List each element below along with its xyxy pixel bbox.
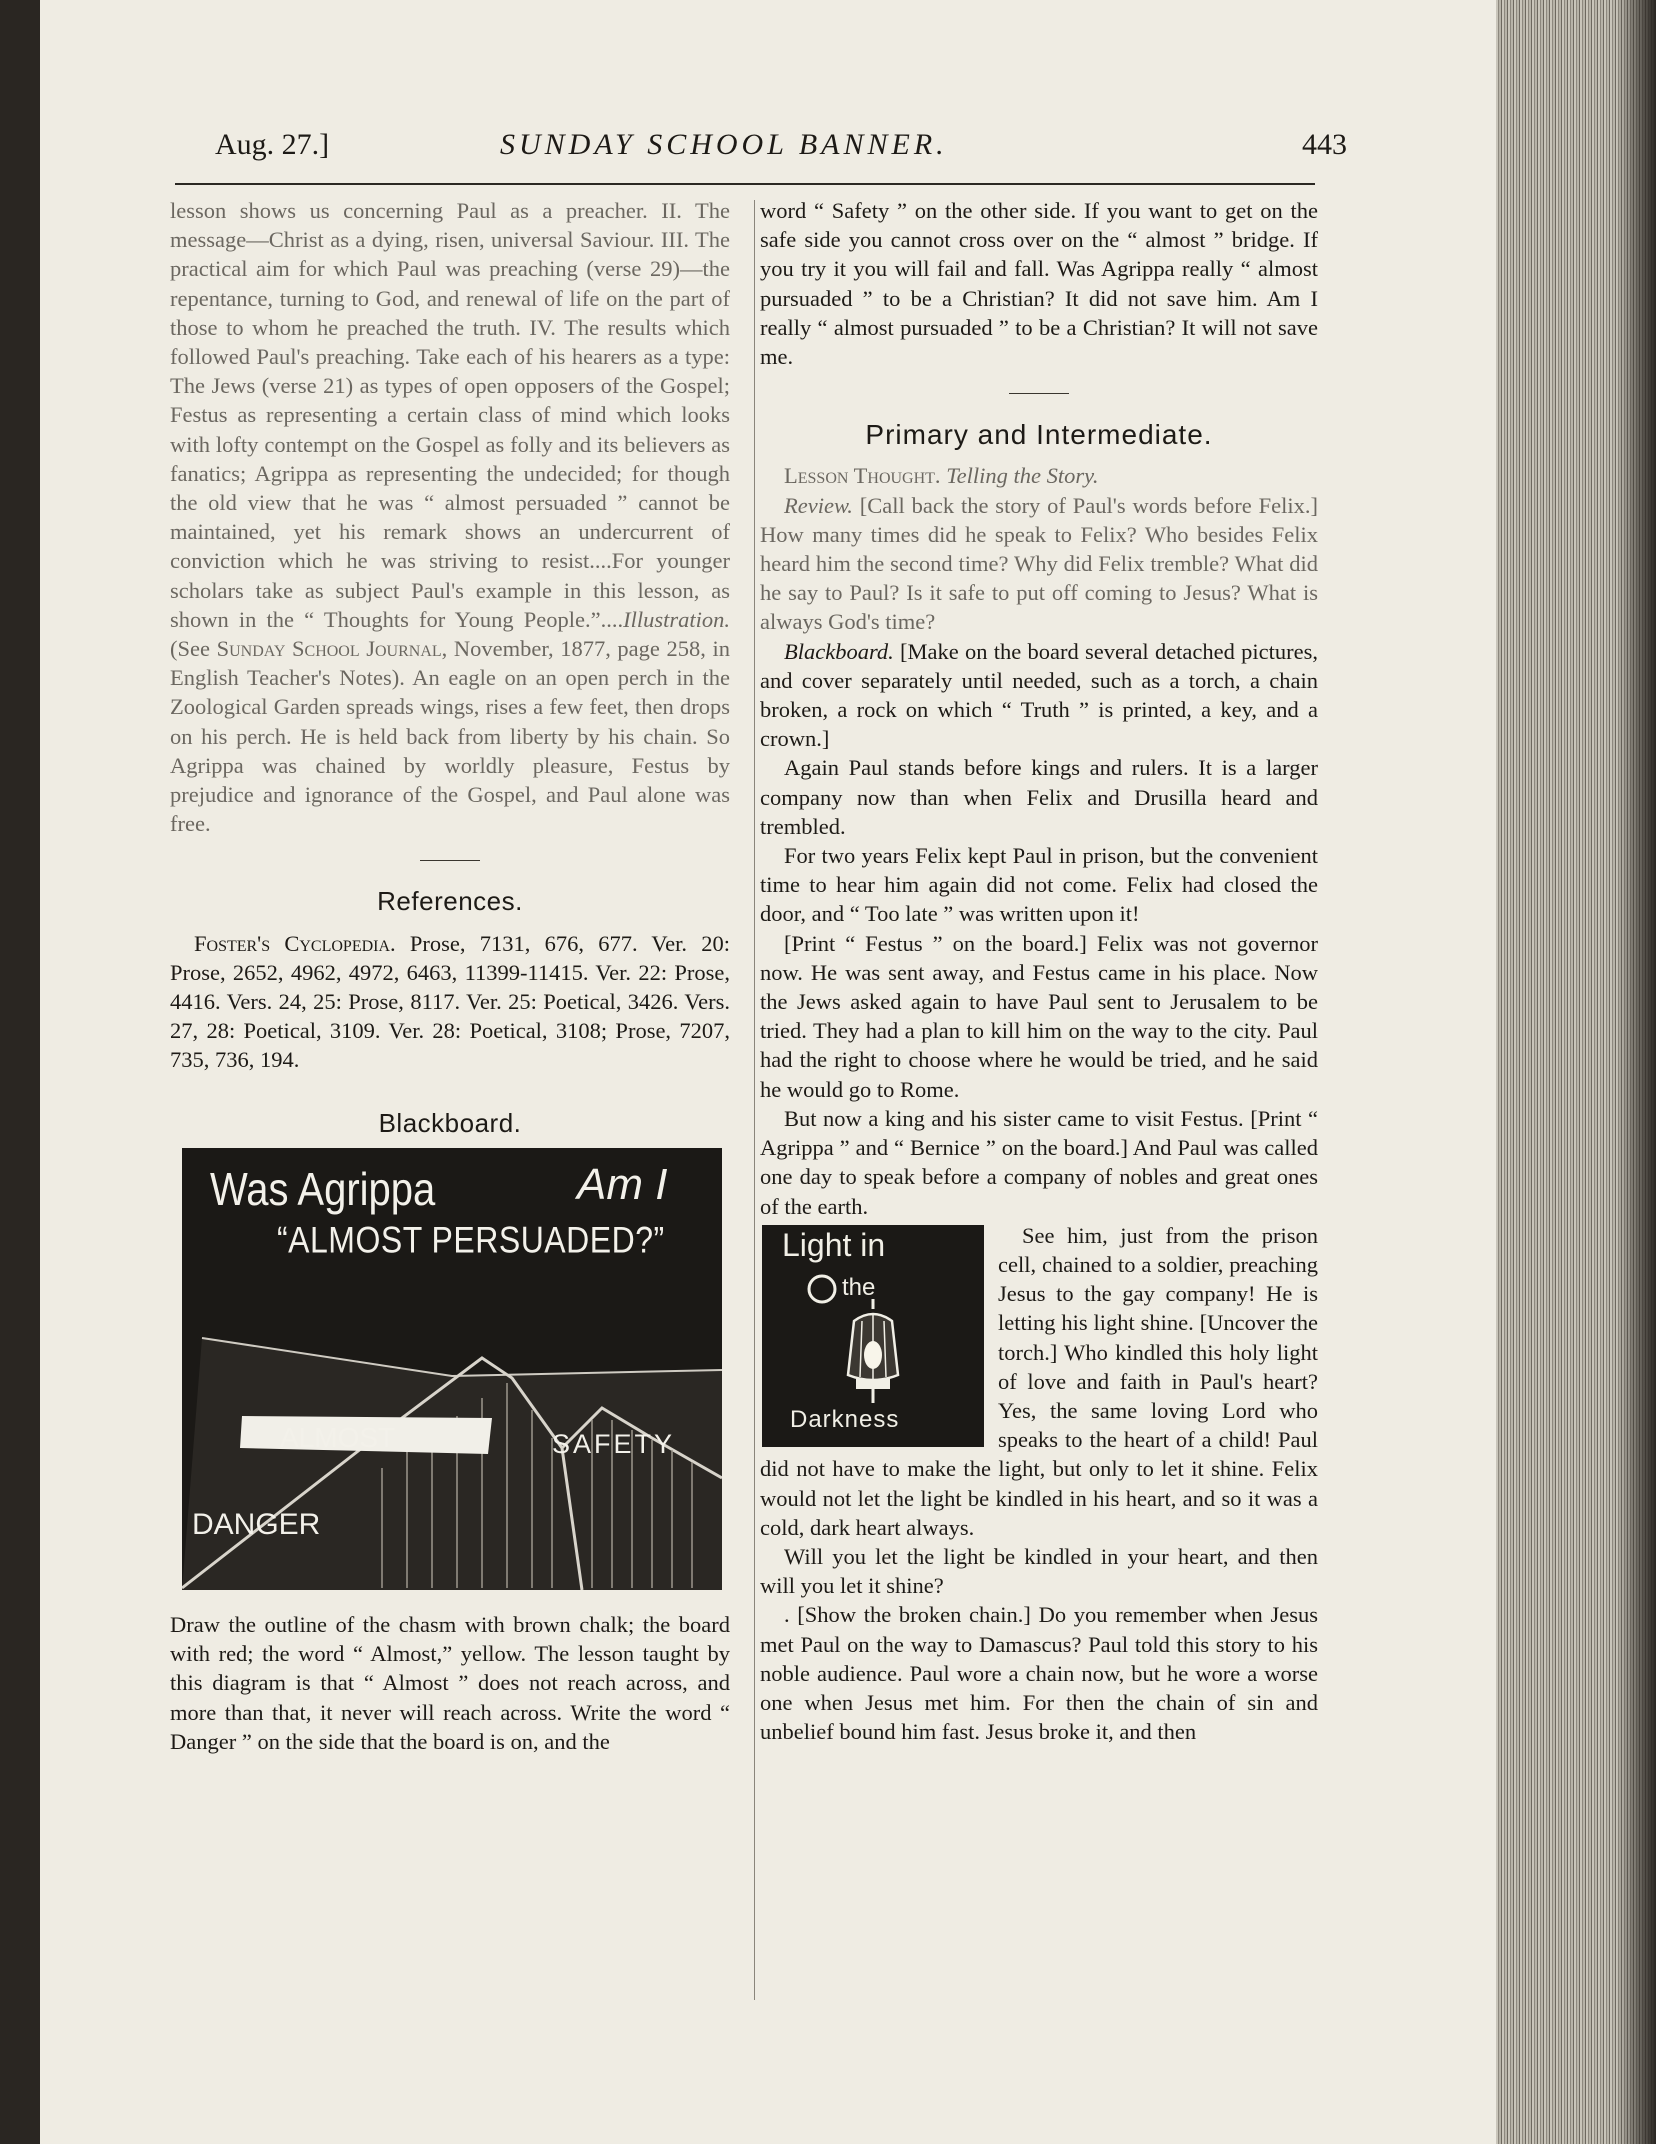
references-text: Prose, 7131, 676, 677. Ver. 20: Prose, 2652, 4962, 4972, 6463, 11399-11415. Ver. 22: Prose, 4416. Vers. 24, 25: Prose, 8117. Ver. 25: Poetical, 3426. Vers. 27, 28: Poetical, 3109. Ver. 28: Poetical, 3108; Prose, 7207, 735, 736, 194.: [170, 930, 730, 1073]
blackboard-heading: Blackboard.: [378, 1107, 522, 1138]
blackboard-text: [Make on the board several detached pictures, and cover separately until needed, such as a torch, a chain broken, a rock on which “ Truth ” is printed, a key, and a crown.]: [760, 638, 1318, 752]
board-line1b: Am I: [577, 1159, 668, 1209]
column-divider: [754, 200, 755, 2000]
paragraph-4: But now a king and his sister came to visit Festus. [Print “ Agrippa ” and “ Bernice ” on the board.] And Paul was called one day to speak before a company of nobles and great ones of the earth.: [760, 1105, 1318, 1219]
intro-text: lesson shows us concerning Paul as a preacher. II. The message—Christ as a dying, risen, universal Saviour. III. The practical aim for which Paul was preaching (verse 29)—the repentance, turning to God, and renewal of life on the part of those to whom he preached the truth. IV. The results which followed Paul's preaching. Take each of his hearers as a type: The Jews (verse 21) as types of open opposers of the Gospel; Festus as representing a certain class of mind which looks with lofty contempt on the Gospel as folly and its believers as fanatics; Agrippa as representing the undecided; for though the old view that he was “ almost persuaded ” cannot be maintained, yet his remark shows an undercurrent of conviction which he was striving to resist....For younger scholars take as subject Paul's example in this lesson, as shown in the “ Thoughts for Young People.”....: [170, 198, 730, 632]
paragraph-7: . [Show the broken chain.] Do you remember when Jesus met Paul on the way to Damascus? Paul told this story to his noble audience. Paul wore a chain now, but he wore a worse one when Jesus met him. For then the chain of sin and unbelief bound him fast. Jesus broke it, and then: [760, 1602, 1318, 1745]
illustration-text-2: , November, 1877, page 258, in English Teacher's Notes). An eagle on an open perch in the Zoological Garden spreads wings, rises a few feet, then drops on his perch. He is held back from liberty by his chain. So Agrippa was chained by worldly pleasure, Festus by prejudice and ignorance of the Gospel, and Paul alone was free.: [170, 636, 730, 837]
running-title: SUNDAY SCHOOL BANNER.: [500, 128, 948, 161]
header-date: Aug. 27.]: [215, 128, 330, 161]
blackboard-label: Blackboard.: [784, 638, 894, 664]
paragraph-6: Will you let the light be kindled in your heart, and then will you let it shine?: [760, 1543, 1318, 1599]
lesson-thought-text: Telling the Story.: [946, 463, 1099, 489]
light-word3: Darkness: [790, 1405, 900, 1433]
right-column: [760, 196, 1318, 1746]
references-heading: References.: [377, 886, 523, 917]
light-in-darkness-illustration: [762, 1225, 984, 1447]
section-divider-right: [1009, 393, 1069, 394]
page-number: 443: [1302, 128, 1347, 161]
section-divider: [420, 860, 480, 861]
section-heading: Primary and Intermediate.: [865, 419, 1213, 451]
review-paragraph: [760, 491, 1318, 637]
paragraph-3: [Print “ Festus ” on the board.] Felix was not governor now. He was sent away, and Festus came in his place. Now the Jews asked again to have Paul sent to Jerusalem to be tried. They had a plan to kill him on the way to the city. Paul had the right to choose where he would be tried, and he said he would go to Rome.: [760, 930, 1318, 1102]
continuation-paragraph: word “ Safety ” on the other side. If you want to get on the safe side you cannot cross over on the “ almost ” bridge. If you try it you will fail and fall. Was Agrippa really “ almost pursuaded ” to be a Christian? It did not save him. Am I really “ almost pursuaded ” to be a Christian? It will not save me.: [760, 198, 1318, 370]
lesson-thought: [760, 461, 1318, 490]
references-source: Foster's Cyclopedia.: [194, 930, 396, 956]
light-word2: the: [842, 1273, 876, 1301]
light-section: [760, 1221, 1318, 1542]
lesson-thought-label: Lesson Thought.: [784, 463, 941, 489]
left-column: [170, 196, 730, 1756]
blackboard-illustration: [182, 1148, 722, 1590]
board-safety-label: SAFETY: [552, 1428, 676, 1459]
references-paragraph: [170, 929, 730, 1075]
review-label: Review.: [784, 492, 853, 518]
intro-paragraph: [170, 196, 730, 838]
paragraph-2: For two years Felix kept Paul in prison, but the convenient time to hear him again did not come. Felix had closed the door, and “ Too late ” was written upon it!: [760, 843, 1318, 927]
journal-name: Sunday School Journal: [216, 636, 442, 662]
board-line2: “ALMOST PERSUADED?”: [277, 1219, 665, 1261]
light-word1: Light in: [782, 1226, 886, 1263]
book-page-edges: [1496, 0, 1656, 2144]
paragraph-1: Again Paul stands before kings and rulers. It is a larger company now than when Felix and Drusilla heard and trembled.: [760, 755, 1318, 839]
header-rule: [175, 183, 1315, 185]
blackboard-paragraph: [760, 637, 1318, 754]
illustration-text-1: (See: [170, 636, 217, 662]
board-almost-sign: ALMOST: [280, 1421, 396, 1453]
illustration-label: Illustration.: [623, 606, 730, 632]
paragraph-5: See him, just from the prison cell, chained to a soldier, preaching Jesus to the gay company! He is letting his light shine. [Uncover the torch.] Who kindled this holy light of love and faith in Paul's heart? Yes, the same loving Lord who speaks to the heart of a child! Paul did not have to make the light, but only to let it shine. Felix would not let the light be kindled in his heart, and so it was a cold, dark heart always.: [760, 1222, 1318, 1540]
board-line1: Was Agrippa: [210, 1164, 436, 1216]
blackboard-instructions: Draw the outline of the chasm with brown chalk; the board with red; the word “ Almost,” yellow. The lesson taught by this diagram is that “ Almost ” does not reach across, and more than that, it never will reach across. Write the word “ Danger ” on the side that the board is on, and the: [170, 1611, 730, 1754]
review-text: [Call back the story of Paul's words before Felix.] How many times did he speak to Felix? Who besides Felix heard him the second time? Why did Felix tremble? What did he say to Paul? Is it safe to put off coming to Jesus? What is always God's time?: [760, 492, 1318, 635]
board-danger-label: DANGER: [192, 1507, 321, 1541]
